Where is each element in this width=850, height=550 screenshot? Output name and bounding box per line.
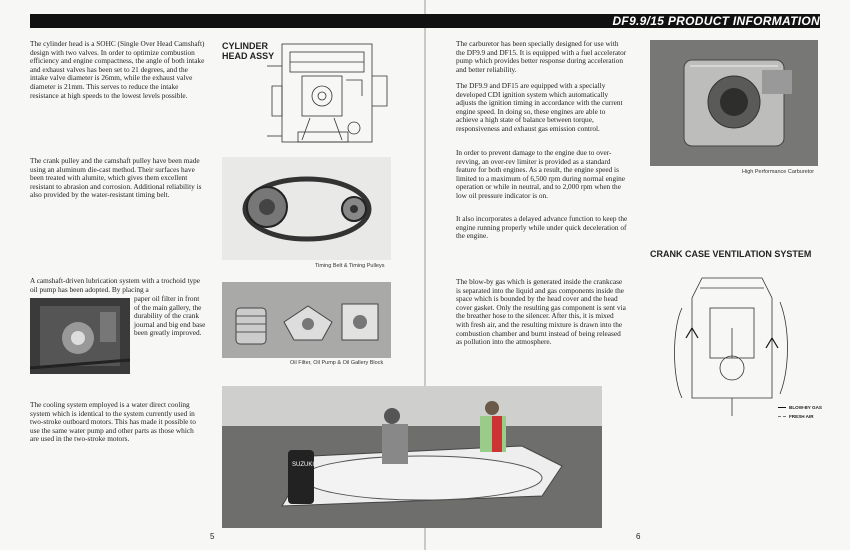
cdi-text: The DF9.9 and DF15 are equipped with a specially developed CDI ignition system which automatically adjusts the ignition timing in accordance with the current engine speed. In doing so, these engines are able to achieve a high state of balance between torque, responsiveness and exhaust gas emission control.	[456, 81, 623, 133]
page-number-left: 5	[210, 532, 215, 541]
cylinder-head-heading-line1: CYLINDER	[222, 41, 269, 51]
legend-fresh-air	[778, 414, 814, 419]
cylinder-head-heading-line2: HEAD ASSY	[222, 51, 275, 61]
boat-brand-text: SUZUKI	[292, 462, 315, 468]
carburetor-caption: High Performance Carburetor	[742, 169, 815, 175]
carburetor-photo	[650, 40, 818, 166]
pulleys-caption: Timing Belt & Timing Pulleys	[315, 263, 385, 269]
carburetor-text: The carburetor has been specially designed for use with the DF9.9 and DF15. It is equipped with a fuel accelerator pump which provides better response during acceleration and better reliability.	[456, 39, 627, 74]
cylinder-head-text: The cylinder head is a SOHC (Single Over Head Camshaft) design with two valves. In order to optimize combustion efficiency and engine compactness, the angle of both intake and exhaust valves has been set to 21 degrees, and the intake valve diameter is 26mm, while the exhaust valve diameter is 21mm. This serves to reduce the intake resistance at high speeds to the lowest levels possible.	[30, 39, 205, 100]
blowby-arrow-icon	[778, 407, 786, 408]
cooling-text: The cooling system employed is a water direct cooling system which is identical to the system currently used in two-stroke outboard motors. This has made it possible to use the same water pump and other parts as those which are used in the two-stroke motors.	[30, 400, 196, 444]
pulleys-text: The crank pulley and the camshaft pulley have been made using an aluminum die-cast method. Their surfaces have been treated with alumite, which gives them excellent resistant to abrasion and corrosion. Additional reliability is also provided by the water-resistant timing belt.	[30, 156, 202, 200]
cylinder-head-drawing	[262, 36, 402, 152]
header-title: DF9.9/15 PRODUCT INFORMATION	[612, 14, 820, 28]
engine-closeup-photo	[30, 298, 130, 374]
legend-blowby	[778, 405, 822, 410]
advance-text: It also incorporates a delayed advance function to keep the engine running properly while under quick deceleration of the engine.	[456, 214, 628, 241]
oil-parts-caption: Oil Filter, Oil Pump & Oil Gallery Block	[290, 360, 384, 366]
ventilation-diagram	[672, 268, 792, 418]
ventilation-heading: CRANK CASE VENTILATION SYSTEM	[650, 249, 812, 259]
legend-fresh-label: FRESH AIR	[789, 414, 814, 419]
legend-blowby-label: BLOW-BY GAS	[789, 405, 822, 410]
lubrication-side-text: paper oil filter in front of the main gallery, the durability of the crank journal and big end base been greatly improved.	[134, 294, 206, 338]
page-number-right: 6	[636, 532, 641, 541]
blowby-text: The blow-by gas which is generated inside the crankcase is separated into the liquid and gas components inside the space which is bounded by the head cover and the head cover gasket. Only the resulting gas component is sent via the breather hose to the silencer. After this, it is mixed with fresh air, and the resulting mixture is drawn into the combustion chamber and burnt instead of being released as pollution into the atmosphere.	[456, 277, 626, 347]
rev-limiter-text: In order to prevent damage to the engine due to over-revving, an over-rev limiter is provided as a standard feature for both engines. As a result, the engine speed is limited to a maximum of 6,500 rpm during normal engine operation or while in neutral, and to 2,000 rpm when the low oil pressure indicator is on.	[456, 148, 626, 200]
timing-pulleys-photo	[222, 157, 391, 260]
oil-parts-photo	[222, 282, 391, 358]
fresh-air-arrow-icon	[778, 416, 786, 417]
boat-photo	[222, 386, 602, 528]
lubrication-intro-text: A camshaft-driven lubrication system with a trochoid type oil pump has been adopted. By placing a	[30, 276, 201, 294]
